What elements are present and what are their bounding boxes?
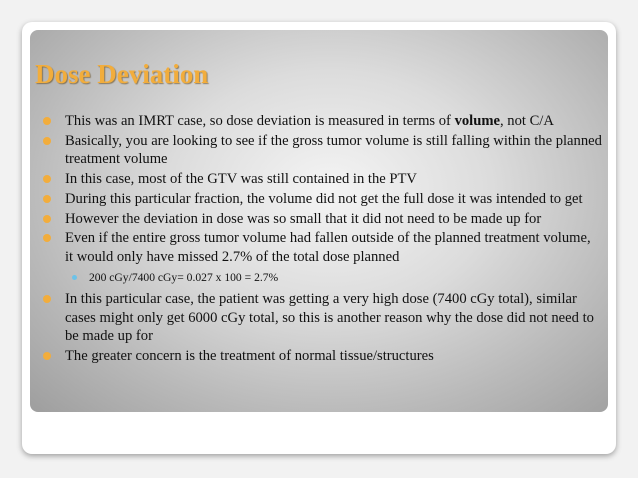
bullet-dot-icon	[43, 175, 51, 183]
bullet-text: In this case, most of the GTV was still contained in the PTV	[65, 171, 417, 187]
bullet-text: In this particular case, the patient was getting a very high dose (7400 cGy total), similar cases might only get 6000 cGy total, so this is another reason why the dose did not need to be made up for	[65, 291, 594, 345]
sub-bullet-dot-icon	[72, 275, 77, 280]
bullet-dot-icon	[43, 117, 51, 125]
bullet-text: The greater concern is the treatment of normal tissue/structures	[65, 347, 434, 364]
bullet-text: Basically, you are looking to see if the gross tumor volume is still falling within the planned treatment volume	[65, 132, 602, 168]
bullet-dot-icon	[43, 195, 51, 203]
bullet-text: Even if the entire gross tumor volume had fallen outside of the planned treatment volume, it would only have missed 2.7% of the total dose planned	[65, 230, 591, 265]
bullet-text-emphasis: volume	[454, 113, 500, 129]
slide	[30, 30, 608, 412]
bullet-item	[30, 112, 608, 130]
bullet-item	[30, 190, 608, 208]
bullet-text-end: , not C/A	[499, 113, 554, 129]
bullet-dot-icon	[43, 215, 51, 223]
bullet-list	[30, 112, 608, 367]
bullet-text-start: This was an IMRT case, so dose deviation is measured in terms of	[65, 113, 455, 129]
bullet-item	[30, 229, 608, 266]
slide-title: Dose Deviation	[35, 59, 209, 89]
bullet-text: During this particular fraction, the volume did not get the full dose it was intended to get	[65, 190, 583, 207]
bullet-item	[30, 170, 608, 188]
bullet-dot-icon	[43, 137, 51, 145]
bullet-dot-icon	[43, 234, 51, 242]
bullet-dot-icon	[43, 352, 51, 360]
sub-bullet-text: 200 cGy/7400 cGy= 0.027 x 100 = 2.7%	[89, 271, 279, 285]
bullet-dot-icon	[43, 295, 51, 303]
bullet-item	[30, 290, 608, 345]
bullet-text: However the deviation in dose was so small that it did not need to be made up for	[65, 210, 542, 227]
bullet-item	[30, 132, 608, 169]
bullet-item	[30, 347, 608, 365]
sub-bullet-item	[30, 270, 608, 286]
bullet-item	[30, 210, 608, 228]
